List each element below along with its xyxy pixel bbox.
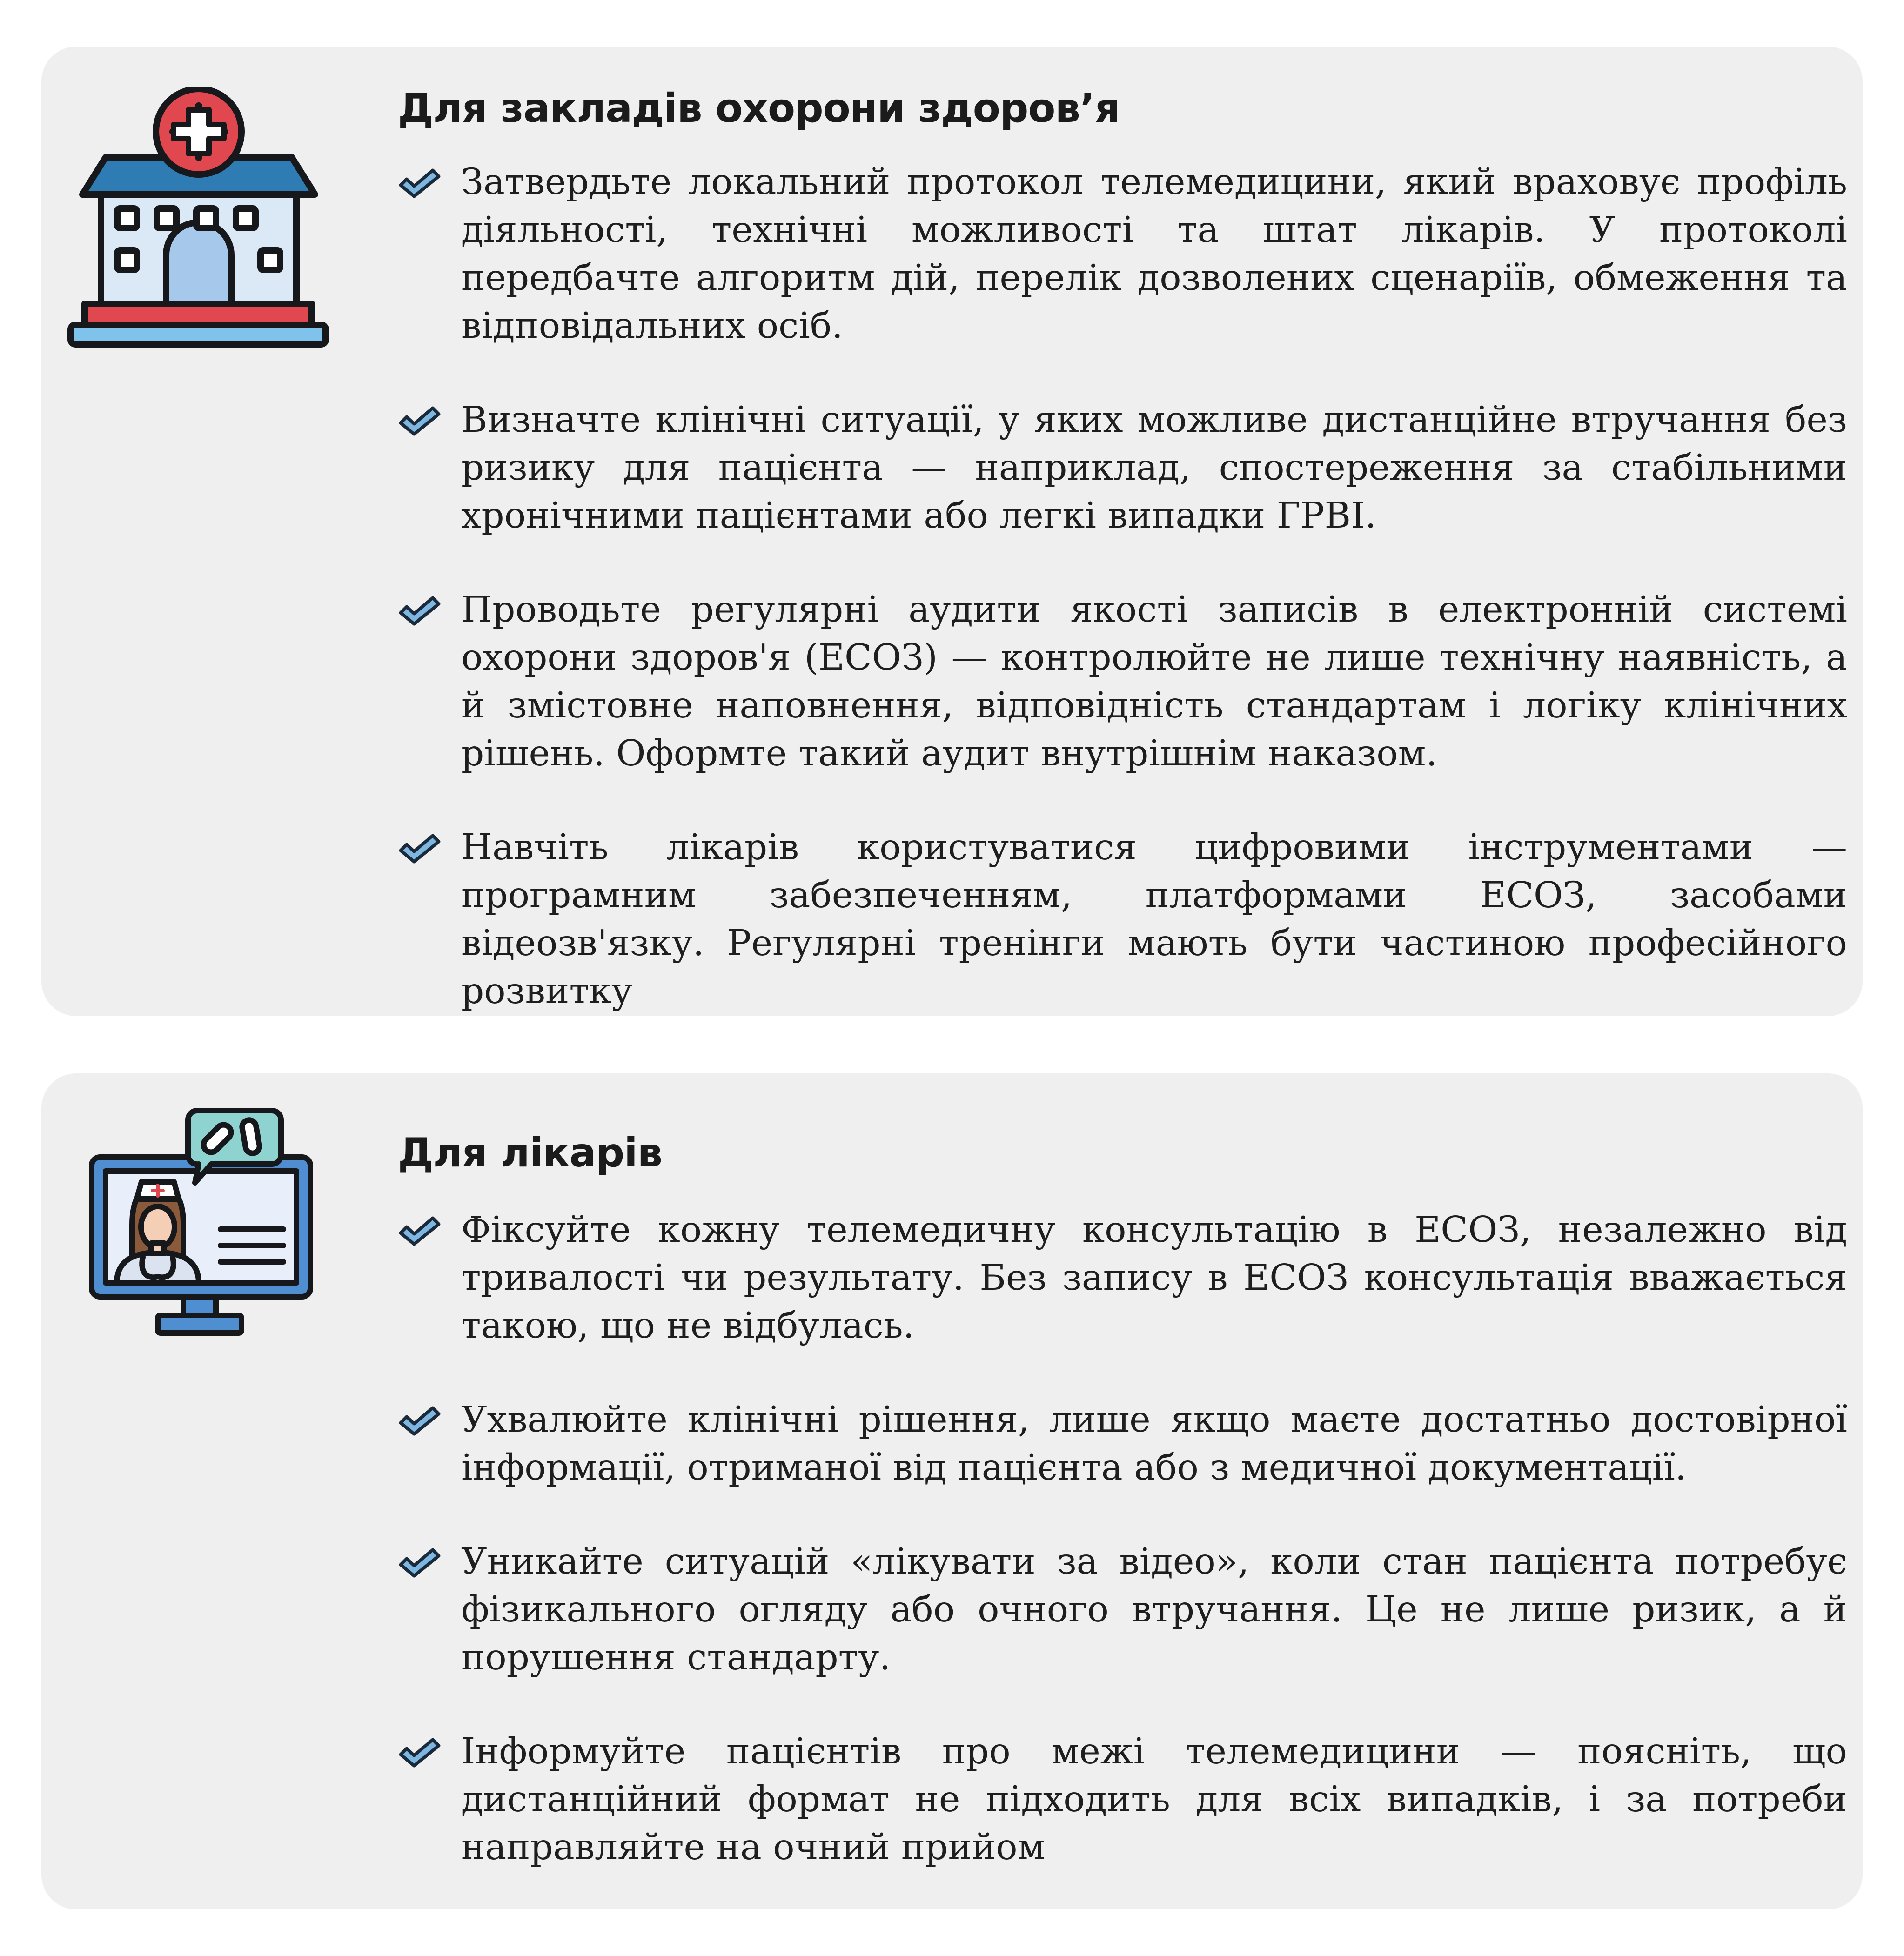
section-title: Для лікарів bbox=[398, 1130, 663, 1176]
list-item bbox=[398, 1538, 1847, 1681]
item-text: Проводьте регулярні аудити якості записів в електронній системі охорони здоров'я (ЕСОЗ) — контролюйте не лише технічну наявність, а й змістовне наповнення, відповідність стандартам і логіку клінічних рішень. Оформте такий аудит внутрішнім наказом. bbox=[461, 589, 1847, 774]
hospital-building-icon bbox=[66, 87, 331, 353]
doctors-card bbox=[41, 1073, 1863, 1909]
list-item bbox=[398, 824, 1847, 1015]
item-text: Навчіть лікарів користуватися цифровими інструментами — програмним забезпеченням, платформами ЕСОЗ, засобами відеозв'язку. Регулярні тренінги мають бути частиною професійного розвитку bbox=[461, 827, 1847, 1012]
item-text: Визначте клінічні ситуації, у яких можливе дистанційне втручання без ризику для пацієнта — наприклад, спостереження за стабільними хронічними пацієнтами або легкі випадки ГРВІ. bbox=[461, 399, 1847, 536]
list-item bbox=[398, 396, 1847, 540]
list-item bbox=[398, 158, 1847, 350]
checkmark-icon bbox=[398, 1737, 442, 1768]
item-text: Фіксуйте кожну телемедичну консультацію в ЕСОЗ, незалежно від тривалості чи результату. Без запису в ЕСОЗ консультація вважається такою, що не відбулась. bbox=[461, 1209, 1847, 1346]
recommendation-list bbox=[398, 158, 1847, 1015]
list-item bbox=[398, 1206, 1847, 1350]
checkmark-icon bbox=[398, 1547, 442, 1579]
item-text: Інформуйте пацієнтів про межі телемедицини — поясніть, що дистанційний формат не підходить для всіх випадків, і за потреби направляйте на очний прийом bbox=[461, 1731, 1847, 1868]
checkmark-icon bbox=[398, 1405, 442, 1437]
facilities-card bbox=[41, 47, 1863, 1016]
recommendation-list bbox=[398, 1206, 1847, 1871]
item-text: Затвердьте локальний протокол телемедицини, який враховує профіль діяльності, технічні можливості та штат лікарів. У протоколі передбачте алгоритм дій, перелік дозволених сценаріїв, обмеження та відповідальних осіб. bbox=[461, 161, 1847, 347]
item-text: Ухвалюйте клінічні рішення, лише якщо маєте достатньо достовірної інформації, отриманої від пацієнта або з медичної документації. bbox=[461, 1399, 1847, 1488]
telemedicine-doctor-monitor-icon bbox=[88, 1104, 321, 1346]
list-item bbox=[398, 1396, 1847, 1492]
section-title: Для закладів охорони здоров’я bbox=[398, 85, 1120, 132]
checkmark-icon bbox=[398, 405, 442, 437]
checkmark-icon bbox=[398, 833, 442, 864]
list-item bbox=[398, 586, 1847, 777]
checkmark-icon bbox=[398, 595, 442, 627]
checkmark-icon bbox=[398, 1215, 442, 1247]
item-text: Уникайте ситуацій «лікувати за відео», коли стан пацієнта потребує фізикального огляду або очного втручання. Це не лише ризик, а й порушення стандарту. bbox=[461, 1541, 1847, 1678]
checkmark-icon bbox=[398, 167, 442, 199]
list-item bbox=[398, 1728, 1847, 1871]
